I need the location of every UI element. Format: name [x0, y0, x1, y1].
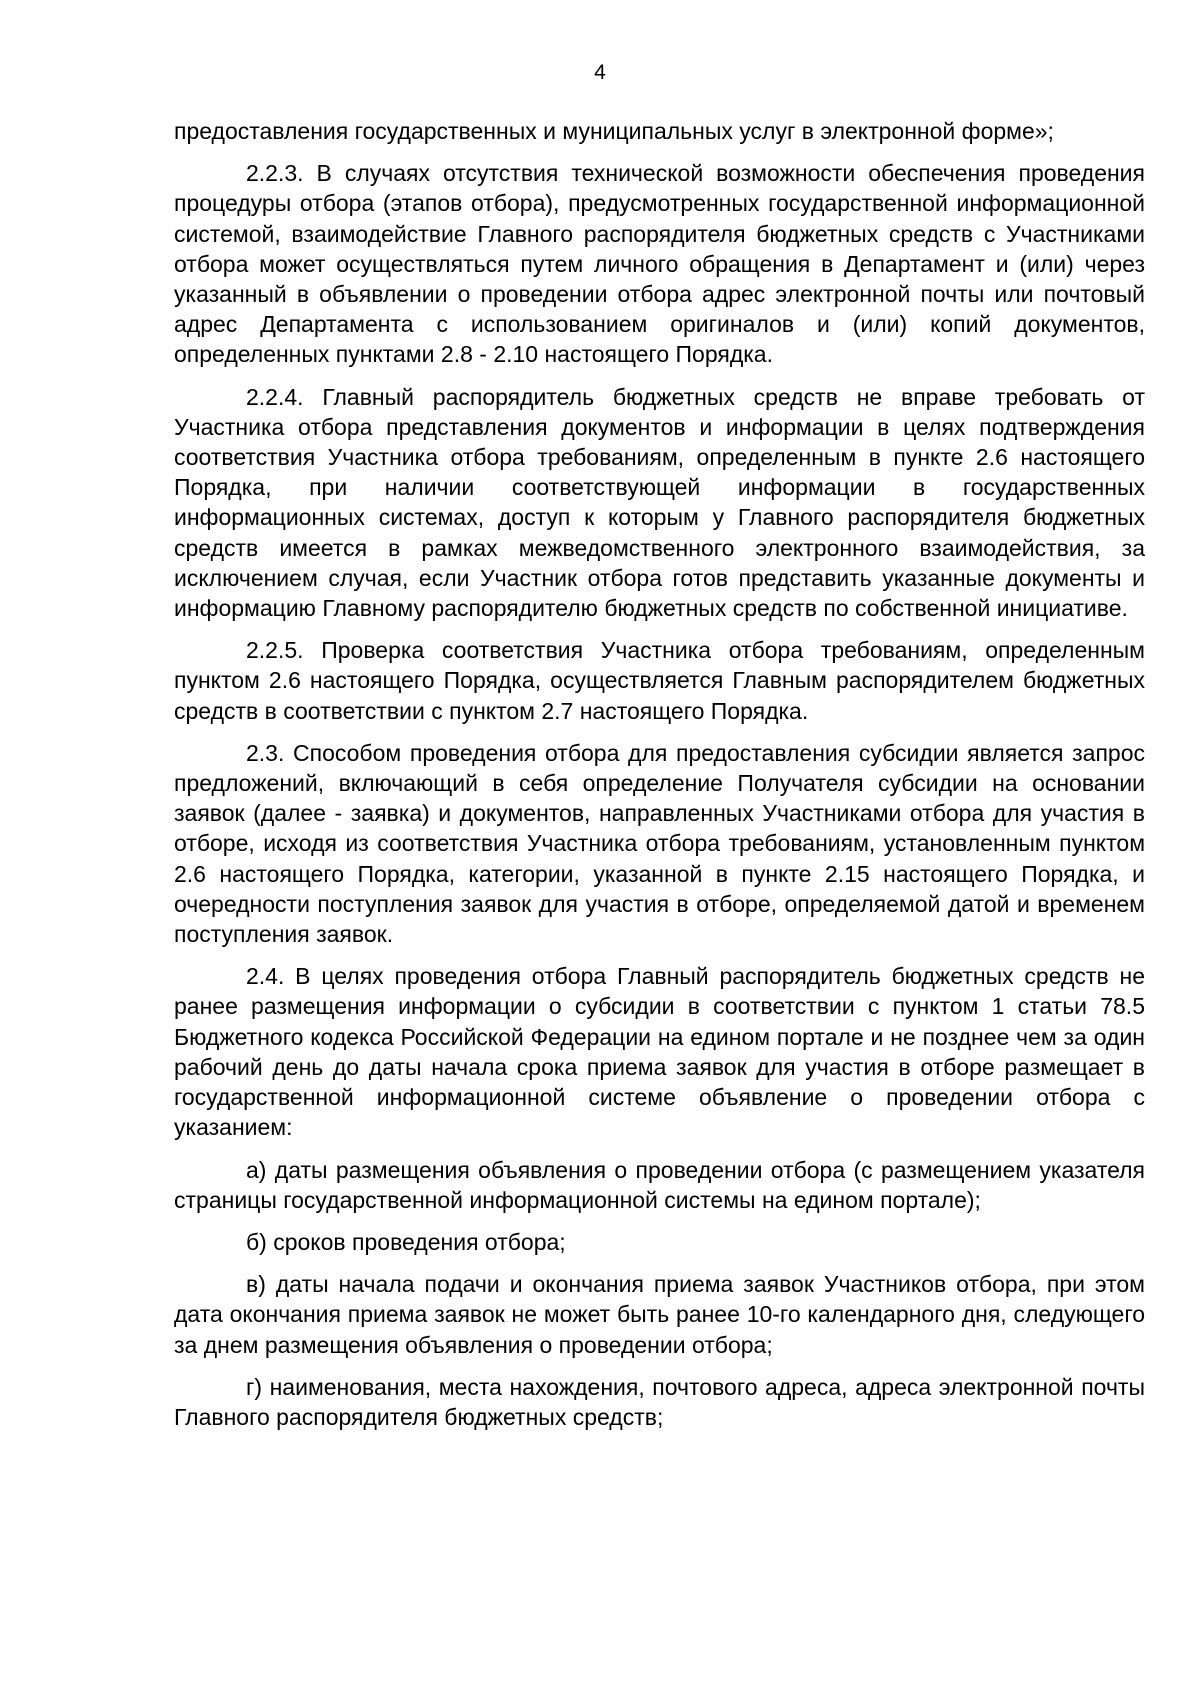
paragraph-2-3: 2.3. Способом проведения отбора для предоставления субсидии является запрос предложений, включающий в себя определение Получателя субсидии на основании заявок (далее - заявка) и документов, направленных Участниками отбора для участия в отборе, исходя из соответствия Участника отбора требованиям, установленным пунктом 2.6 настоящего Порядка, категории, указанной в пункте 2.15 настоящего Порядка, и очередности поступления заявок для участия в отборе, определяемой датой и временем поступления заявок. [174, 739, 1145, 948]
document-body [174, 116, 1145, 1444]
paragraph-2-4: 2.4. В целях проведения отбора Главный распорядитель бюджетных средств не ранее размещения информации о субсидии в соответствии с пунктом 1 статьи 78.5 Бюджетного кодекса Российской Федерации на едином портале и не позднее чем за один рабочий день до даты начала срока приема заявок для участия в отборе размещает в государственной информационной системе объявление о проведении отбора с указанием: [174, 963, 1145, 1141]
paragraph-continuation: предоставления государственных и муниципальных услуг в электронной форме»; [174, 118, 1054, 144]
page-number: 4 [594, 61, 606, 84]
list-item-g: г) наименования, места нахождения, почтового адреса, адреса электронной почты Главного распорядителя бюджетных средств; [174, 1373, 1145, 1430]
list-item-b: б) сроков проведения отбора; [246, 1228, 566, 1255]
paragraph-2-2-3: 2.2.3. В случаях отсутствия технической возможности обеспечения проведения процедуры отбора (этапов отбора), предусмотренных государственной информационной системой, взаимодействие Главного распорядителя бюджетных средств с Участниками отбора может осуществляться путем личного обращения в Департамент и (или) через указанный в объявлении о проведении отбора адрес электронной почты или почтовый адрес Департамента с использованием оригиналов и (или) копий документов, определенных пунктами 2.8 - 2.10 настоящего Порядка. [174, 160, 1145, 368]
list-item-v: в) даты начала подачи и окончания приема заявок Участников отбора, при этом дата окончания приема заявок не может быть ранее 10-го календарного дня, следующего за днем размещения объявления о проведении отбора; [174, 1271, 1145, 1358]
list-item-a: а) даты размещения объявления о проведении отбора (с размещением указателя страницы государственной информационной системы на едином портале); [174, 1156, 1145, 1213]
paragraph-2-2-4: 2.2.4. Главный распорядитель бюджетных средств не вправе требовать от Участника отбора представления документов и информации в целях подтверждения соответствия Участника отбора требованиям, определенным в пункте 2.6 настоящего Порядка, при наличии соответствующей информации в государственных информационных системах, доступ к которым у Главного распорядителя бюджетных средств имеется в рамках межведомственного электронного взаимодействия, за исключением случая, если Участник отбора готов представить указанные документы и информацию Главному распорядителю бюджетных средств по собственной инициативе. [174, 383, 1145, 622]
paragraph-2-2-5: 2.2.5. Проверка соответствия Участника отбора требованиям, определенным пунктом 2.6 настоящего Порядка, осуществляется Главным распорядителем бюджетных средств в соответствии с пунктом 2.7 настоящего Порядка. [174, 637, 1145, 724]
